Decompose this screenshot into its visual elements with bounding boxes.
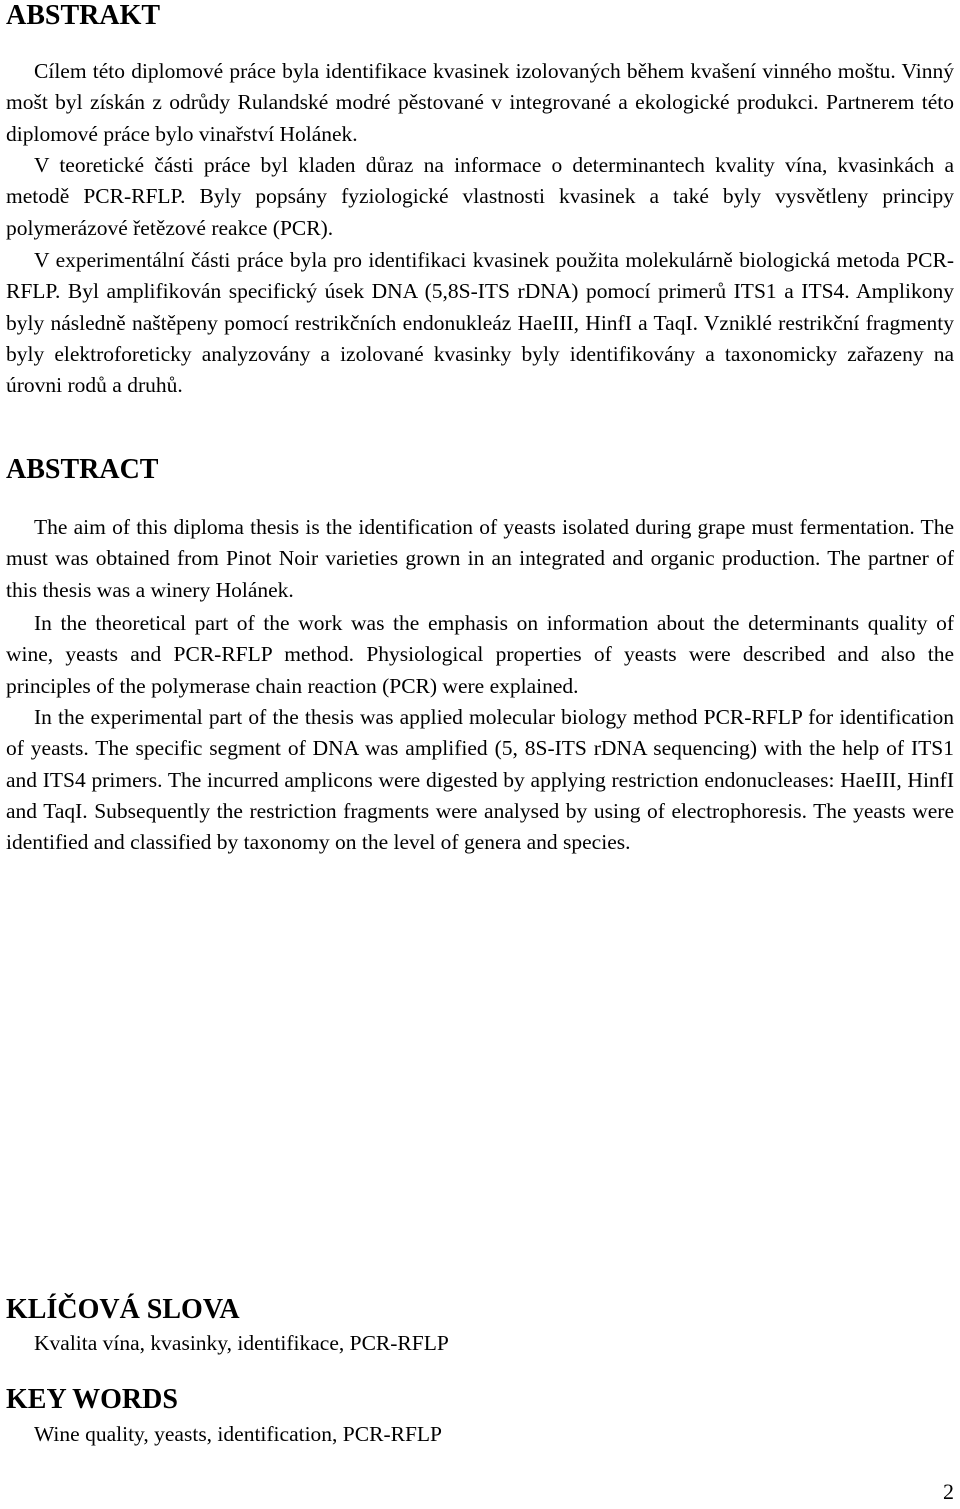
key-words-text: Wine quality, yeasts, identification, PCR-RFLP (34, 1422, 442, 1446)
abstrakt-paragraph-2: V teoretické části práce byl kladen důraz na informace o determinantech kvality vína, kvasinkách a metodě PCR-RFLP. Byly popsány fyziologické vlastnosti kvasinek a také byly vysvětleny principy polymerázové řetězové reakce (PCR). (6, 153, 954, 240)
page-number: 2 (943, 1479, 954, 1504)
abstrakt-paragraph-1: Cílem této diplomové práce byla identifikace kvasinek izolovaných během kvašení vinného moštu. Vinný mošt byl získán z odrůdy Rulandské modré pěstované v integrované a ekologické produkci. Partnerem této diplomové práce bylo vinařství Holánek. (6, 59, 954, 146)
klicova-slova-text: Kvalita vína, kvasinky, identifikace, PCR-RFLP (34, 1331, 449, 1355)
abstract-paragraph-2: In the theoretical part of the work was the emphasis on information about the determinants quality of wine, yeasts and PCR-RFLP method. Physiological properties of yeasts were described and also the principles of the polymerase chain reaction (PCR) were explained. (6, 611, 954, 698)
abstract-paragraph-1: The aim of this diploma thesis is the identification of yeasts isolated during grape must fermentation. The must was obtained from Pinot Noir varieties grown in an integrated and organic production. The partner of this thesis was a winery Holánek. (6, 515, 954, 602)
abstrakt-heading: ABSTRAKT (6, 0, 161, 31)
abstrakt-paragraph-3: V experimentální části práce byla pro identifikaci kvasinek použita molekulárně biologická metoda PCR-RFLP. Byl amplifikován specifický úsek DNA (5,8S-ITS rDNA) pomocí primerů ITS1 a ITS4. Amplikony byly následně naštěpeny pomocí restrikčních endonukleáz HaeIII, HinfI a TaqI. Vzniklé restrikční fragmenty byly elektroforeticky analyzovány a izolované kvasinky byly identifikovány a taxonomicky zařazeny na úrovni rodů a druhů. (6, 248, 954, 398)
key-words-heading: KEY WORDS (6, 1384, 178, 1415)
klicova-slova-heading: KLÍČOVÁ SLOVA (6, 1294, 240, 1325)
abstract-paragraph-3: In the experimental part of the thesis was applied molecular biology method PCR-RFLP for identification of yeasts. The specific segment of DNA was amplified (5, 8S-ITS rDNA sequencing) with the help of ITS1 and ITS4 primers. The incurred amplicons were digested by applying restriction endonucleases: HaeIII, HinfI and TaqI. Subsequently the restriction fragments were analysed by using of electrophoresis. The yeasts were identified and classified by taxonomy on the level of genera and species. (6, 705, 954, 855)
abstract-heading: ABSTRACT (6, 454, 159, 485)
